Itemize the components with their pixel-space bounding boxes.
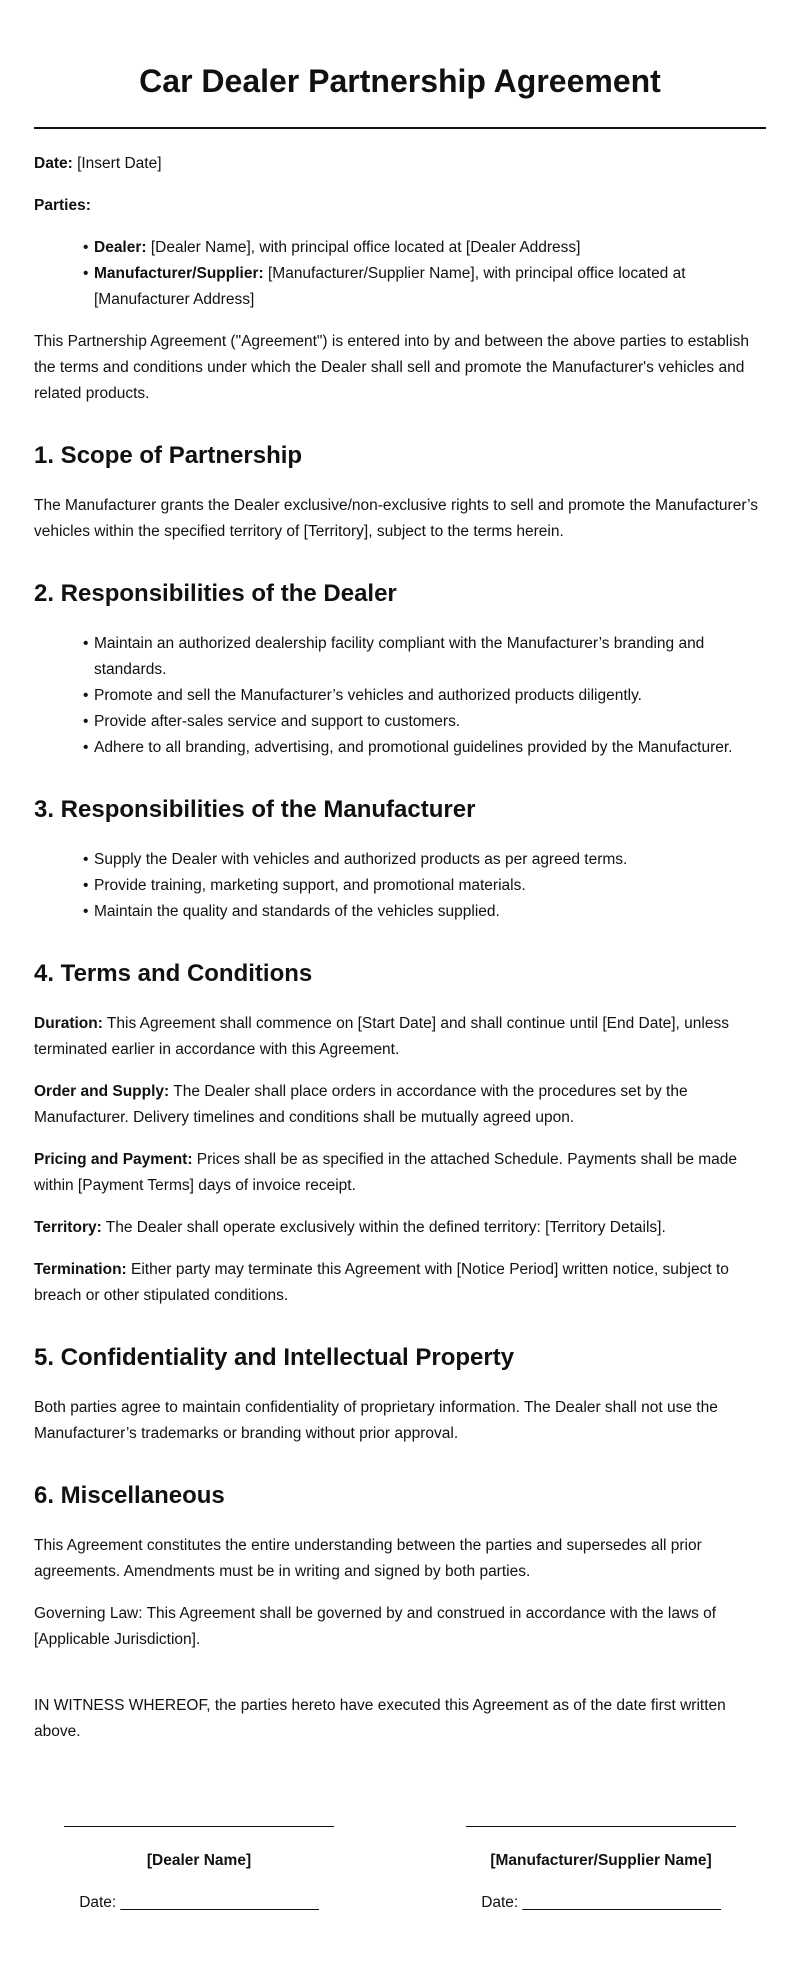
list-item: • Maintain an authorized dealership facility compliant with the Manufacturer’s branding and standards. xyxy=(94,631,766,683)
term-label: Order and Supply: xyxy=(34,1083,170,1100)
date-label: Date: xyxy=(34,155,73,172)
party-label: Dealer: xyxy=(94,239,147,256)
signature-line xyxy=(64,1826,334,1827)
list-item: • Maintain the quality and standards of the vehicles supplied. xyxy=(94,899,766,925)
parties-label: Parties: xyxy=(34,197,91,214)
section-heading-confidentiality: 5. Confidentiality and Intellectual Property xyxy=(34,1344,515,1371)
intro-paragraph: This Partnership Agreement ("Agreement") is entered into by and between the above parties to establish the terms and conditions under which the Dealer shall sell and promote the Manufacturer's vehicles and related products. xyxy=(34,333,749,402)
term-pricing-payment xyxy=(34,1147,766,1199)
witness-statement: IN WITNESS WHEREOF, the parties hereto have executed this Agreement as of the date first written above. xyxy=(34,1697,726,1740)
signature-manufacturer xyxy=(466,1826,736,1913)
signature-line xyxy=(466,1826,736,1827)
term-text: The Dealer shall operate exclusively within the defined territory: [Territory Details]. xyxy=(101,1219,666,1236)
section-heading-scope: 1. Scope of Partnership xyxy=(34,442,303,469)
term-termination xyxy=(34,1257,766,1309)
signature-date: Date: _______________________ xyxy=(481,1894,721,1911)
manufacturer-responsibilities-list xyxy=(34,847,766,925)
scope-paragraph: The Manufacturer grants the Dealer exclusive/non-exclusive rights to sell and promote the Manufacturer’s vehicles within the specified territory of [Territory], subject to the terms herein. xyxy=(34,497,758,540)
list-item: • Provide training, marketing support, and promotional materials. xyxy=(94,873,766,899)
section-heading-terms: 4. Terms and Conditions xyxy=(34,960,313,987)
signatory-name: [Dealer Name] xyxy=(146,1852,252,1869)
term-duration xyxy=(34,1011,766,1063)
term-text: Either party may terminate this Agreement with [Notice Period] written notice, subject to breach or other stipulated conditions. xyxy=(34,1261,729,1304)
governing-law-paragraph: Governing Law: This Agreement shall be governed by and construed in accordance with the laws of [Applicable Jurisdiction]. xyxy=(34,1605,717,1648)
parties-list xyxy=(34,235,766,313)
list-item: • Adhere to all branding, advertising, and promotional guidelines provided by the Manufacturer. xyxy=(94,735,766,761)
term-label: Territory: xyxy=(34,1219,102,1236)
title-divider xyxy=(34,127,766,129)
party-dealer xyxy=(94,235,766,261)
term-text: The Dealer shall place orders in accordance with the procedures set by the Manufacturer. Delivery timelines and conditions shall be mutually agreed upon. xyxy=(34,1083,688,1126)
list-item: • Supply the Dealer with vehicles and authorized products as per agreed terms. xyxy=(94,847,766,873)
date-line xyxy=(34,151,766,177)
term-territory xyxy=(34,1215,766,1241)
term-label: Termination: xyxy=(34,1261,127,1278)
party-manufacturer xyxy=(94,261,766,313)
list-item: • Promote and sell the Manufacturer’s vehicles and authorized products diligently. xyxy=(94,683,766,709)
section-heading-manufacturer-responsibilities: 3. Responsibilities of the Manufacturer xyxy=(34,796,476,823)
list-item: • Provide after-sales service and support to customers. xyxy=(94,709,766,735)
party-label: Manufacturer/Supplier: xyxy=(94,265,264,282)
signature-block xyxy=(34,1826,766,1913)
term-text: Prices shall be as specified in the attached Schedule. Payments shall be made within [Payment Terms] days of invoice receipt. xyxy=(34,1151,738,1194)
date-value: [Insert Date] xyxy=(72,155,162,172)
term-order-supply xyxy=(34,1079,766,1131)
party-text: [Manufacturer/Supplier Name], with principal office located at [Manufacturer Address] xyxy=(94,265,686,308)
signature-dealer xyxy=(64,1826,334,1913)
term-text: This Agreement shall commence on [Start Date] and shall continue until [End Date], unless terminated earlier in accordance with this Agreement. xyxy=(34,1015,729,1058)
confidentiality-paragraph: Both parties agree to maintain confidentiality of proprietary information. The Dealer shall not use the Manufacturer’s trademarks or branding without prior approval. xyxy=(34,1399,718,1442)
signatory-name: [Manufacturer/Supplier Name] xyxy=(490,1852,712,1869)
signature-date: Date: _______________________ xyxy=(79,1894,319,1911)
dealer-responsibilities-list xyxy=(34,631,766,761)
section-heading-miscellaneous: 6. Miscellaneous xyxy=(34,1482,225,1509)
term-label: Pricing and Payment: xyxy=(34,1151,193,1168)
miscellaneous-paragraph: This Agreement constitutes the entire understanding between the parties and supersedes all prior agreements. Amendments must be in writing and signed by both parties. xyxy=(34,1537,702,1580)
term-label: Duration: xyxy=(34,1015,103,1032)
document-title: Car Dealer Partnership Agreement xyxy=(139,63,661,99)
party-text: [Dealer Name], with principal office located at [Dealer Address] xyxy=(146,239,581,256)
section-heading-dealer-responsibilities: 2. Responsibilities of the Dealer xyxy=(34,580,397,607)
